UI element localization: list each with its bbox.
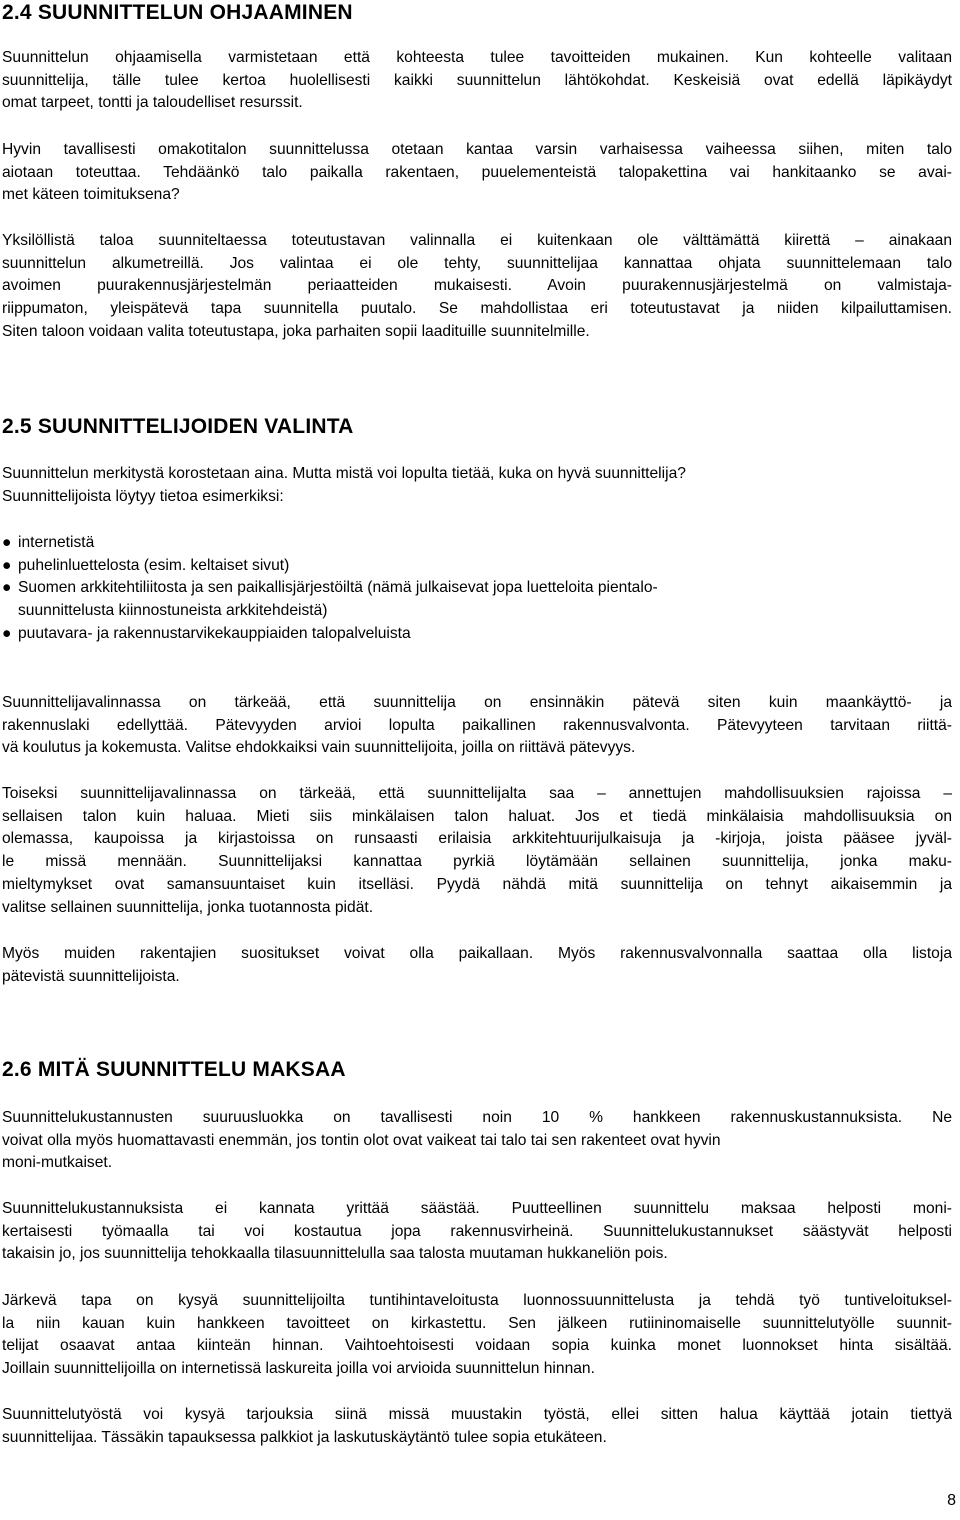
text-line: omat tarpeet, tontti ja taloudelliset resurssit. (2, 94, 303, 112)
paragraph-2-5-2 (2, 692, 952, 760)
bullet-icon: ● (2, 579, 12, 597)
text-line: suunnittelijaa. Tässäkin tapauksessa palkkiot ja laskutuskäytäntö tulee sopia etukäteen. (2, 1428, 607, 1446)
list-item-text: suunnittelusta kiinnostuneista arkkitehdeistä) (18, 602, 328, 620)
list-item (2, 555, 952, 578)
text-line: Toiseksi suunnittelijavalinnassa on tärkeää, että suunnittelijalta saa – annettujen mahdollisuuksien rajoissa – (2, 785, 952, 802)
paragraph-2-4-2 (2, 139, 952, 207)
text-line: rakennuslaki edellyttää. Pätevyyden arvioi lopulta paikallinen rakennusvalvonta. Pätevyyteen tarvitaan riittä- (2, 716, 952, 734)
text-line: suunnittelun alkumetreillä. Jos valintaa ei ole tehty, suunnittelijaa kannattaa ohjata suunnittelemaan talo (2, 254, 952, 272)
text-line: Suunnittelutyöstä voi kysyä tarjouksia siinä missä muustakin työstä, ellei sitten halua käyttää jotain tiettyä (2, 1406, 952, 1423)
text-line: telijat osaavat antaa kiinteän hinnan. Vaihtoehtoisesti voidaan sopia kuinka monet luonnokset hinta sisältää. (2, 1337, 952, 1355)
heading-2-5: 2.5 SUUNNITTELIJOIDEN VALINTA (2, 415, 354, 438)
paragraph-2-6-3 (2, 1290, 952, 1381)
text-line: Myös muiden rakentajien suositukset voivat olla paikallaan. Myös rakennusvalvonnalla saattaa olla listoja (2, 945, 952, 962)
text-line: Järkevä tapa on kysyä suunnittelijoilta tuntihintaveloitusta luonnossuunnittelusta ja tehdä työ tuntiveloituksel- (2, 1292, 952, 1309)
text-line: le missä mennään. Suunnittelijaksi kannattaa pyrkiä löytämään sellainen suunnittelija, jonka maku- (2, 853, 952, 871)
text-line: takaisin jo, jos suunnittelija tehokkaalla tilasuunnittelulla saa talosta muutaman hukkaneliön pois. (2, 1245, 668, 1263)
list-item (2, 577, 952, 622)
paragraph-2-6-4 (2, 1404, 952, 1449)
paragraph-2-6-1 (2, 1107, 952, 1175)
text-line: aiotaan toteuttaa. Tehdäänkö talo paikalla rakentaen, puuelementeistä talopakettina vai hankitaanko se avai- (2, 163, 952, 181)
text-line: la niin kauan kuin hankkeen tavoitteet on kirkastettu. Sen jälkeen rutiininomaiselle suunnittelutyölle suunnit- (2, 1314, 952, 1332)
text-line: riippumaton, yleispätevä tapa suunnitella puutalo. Se mahdollistaa eri toteutustavat ja niiden kilpailuttamisen. (2, 300, 952, 318)
text-line: sellaisen talon kuin haluaa. Mieti siis minkälaisen talon haluat. Jos et tiedä minkälaisia mahdollisuuksia on (2, 807, 952, 825)
text-line: Joillain suunnittelijoilla on internetissä laskureita joilla voi arvioida suunnittelun hinnan. (2, 1360, 595, 1378)
text-line: suunnittelija, tälle tulee kertoa huolellisesti kaikki suunnittelun lähtökohdat. Keskeisiä ovat edellä läpikäydyt (2, 71, 952, 89)
heading-2-6: 2.6 MITÄ SUUNNITTELU MAKSAA (2, 1058, 346, 1081)
paragraph-2-5-3 (2, 783, 952, 919)
text-line: valitse sellainen suunnittelija, jonka tuotannosta pidät. (2, 898, 374, 916)
list-item-text: internetistä (18, 534, 95, 551)
text-line: met käteen toimituksena? (2, 186, 180, 204)
list-item-text: puutavara- ja rakennustarvikekauppiaiden talopalveluista (18, 624, 411, 642)
text-line: voivat olla myös huomattavasti enemmän, jos tontin olot ovat vaikeat tai talo tai sen rakenteet ovat hyvin (2, 1131, 721, 1149)
paragraph-2-5-1 (2, 463, 952, 508)
text-line: vä koulutus ja kokemusta. Valitse ehdokkaiksi vain suunnittelijoita, joilla on riittävä pätevyys. (2, 739, 636, 757)
bullet-icon: ● (2, 624, 12, 642)
bullet-icon: ● (2, 534, 12, 551)
text-line: Suunnittelijoista löytyy tietoa esimerkiksi: (2, 487, 284, 505)
list-item (2, 623, 952, 646)
text-line: Suunnittelun ohjaamisella varmistetaan että kohteesta tulee tavoitteiden mukainen. Kun kohteelle valitaan (2, 49, 952, 66)
text-line: Suunnittelun merkitystä korostetaan aina. Mutta mistä voi lopulta tietää, kuka on hyvä suunnittelija? (2, 465, 686, 482)
text-line: olemassa, kaupoissa ja kirjastoissa on runsaasti erilaisia arkkitehtuurijulkaisuja ja -kirjoja, joista pääsee jyväl- (2, 830, 952, 848)
bullet-list (2, 532, 952, 646)
text-line: Yksilöllistä taloa suunniteltaessa toteutustavan valinnalla ei kuitenkaan ole välttämättä kiirettä – ainakaan (2, 232, 952, 249)
text-line: avoimen puurakennusjärjestelmän periaatteiden mukaisesti. Avoin puurakennusjärjestelmä on valmistaja- (2, 277, 952, 295)
list-item-text: puhelinluettelosta (esim. keltaiset sivut) (18, 556, 290, 574)
paragraph-2-4-3 (2, 230, 952, 344)
text-line: Siten taloon voidaan valita toteutustapa, joka parhaiten sopii laadituille suunnitelmille. (2, 322, 590, 340)
paragraph-2-4-1 (2, 47, 952, 115)
paragraph-2-6-2 (2, 1198, 952, 1266)
text-line: mieltymykset ovat samansuuntaiset kuin itselläsi. Pyydä nähdä mitä suunnittelija on tehnyt aikaisemmin ja (2, 875, 952, 893)
list-item (2, 532, 952, 555)
paragraph-2-5-4 (2, 943, 952, 988)
text-line: Suunnittelijavalinnassa on tärkeää, että suunnittelija on ensinnäkin pätevä siten kuin maankäyttö- ja (2, 694, 952, 711)
text-line: pätevistä suunnittelijoista. (2, 967, 180, 985)
bullet-icon: ● (2, 556, 12, 574)
text-line: Suunnittelukustannuksista ei kannata yrittää säästää. Puutteellinen suunnittelu maksaa helposti moni- (2, 1200, 952, 1217)
heading-2-4: 2.4 SUUNNITTELUN OHJAAMINEN (2, 1, 353, 24)
text-line: Suunnittelukustannusten suuruusluokka on tavallisesti noin 10 % hankkeen rakennuskustannuksista. Ne (2, 1109, 952, 1126)
text-line: kertaisesti työmaalla tai voi kostautua jopa rakennusvirheinä. Suunnittelukustannukset säästyvät helposti (2, 1222, 952, 1240)
page-number: 8 (947, 1492, 956, 1509)
text-line: moni-mutkaiset. (2, 1154, 113, 1172)
list-item-text: Suomen arkkitehtiliitosta ja sen paikallisjärjestöiltä (nämä julkaisevat jopa luetteloita pientalo- (18, 579, 658, 597)
text-line: Hyvin tavallisesti omakotitalon suunnittelussa otetaan kantaa varsin varhaisessa vaiheessa siihen, miten talo (2, 141, 952, 158)
